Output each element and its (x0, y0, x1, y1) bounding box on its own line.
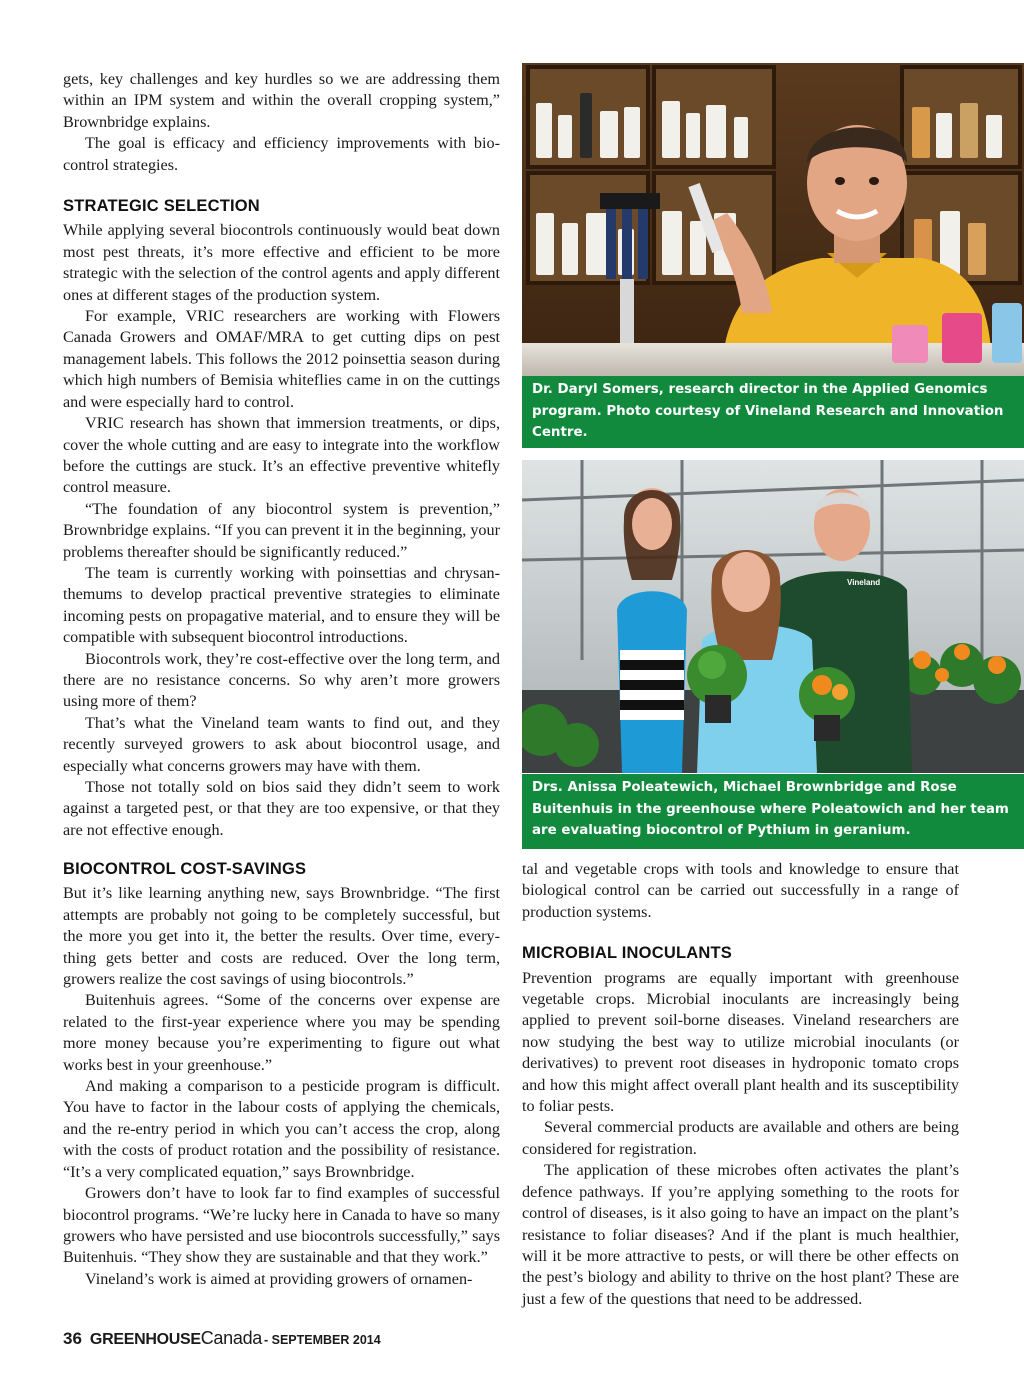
page-footer (63, 1328, 381, 1352)
photo-lab-illustration (522, 63, 1024, 376)
section-heading-biocontrol-cost-savings: BIOCONTROL COST-SAVINGS (63, 860, 307, 878)
paragraph: Several commercial products are available and others are being considered for registration. (522, 1118, 959, 1158)
photo-greenhouse-researchers (522, 460, 1024, 773)
paragraph: The goal is efficacy and efficiency improvements with biocontrol strategies. (63, 134, 500, 174)
paragraph: For example, VRIC researchers are working with Flowers Canada Growers and OMAF/MRA to get cutting dips on pest management labels. This follows the 2012 poinsettia season during which high numbers of Bemisia whiteflies came in on the cuttings and were especially hard to control. (63, 307, 500, 411)
paragraph: “The foundation of any biocontrol system is prevention,” Brownbridge explains. “If you can prevent it in the beginning, your problems thereafter should be significantly reduced.” (63, 499, 500, 561)
section-heading-strategic-selection: STRATEGIC SELECTION (63, 197, 260, 216)
article-column-left-top (63, 69, 500, 841)
paragraph: But it’s like learning anything new, says Brownbridge. “The first attempts are probably not going to be completely successful, but the more you get into it, the better the results. Over time, everything gets better and costs are reduced. Over the long term, growers realize the cost savings of using biocontrols.” (63, 884, 500, 989)
page-number: 36 (63, 1329, 82, 1348)
paragraph: VRIC research has shown that immersion treatments, or dips, cover the whole cutting and are easy to integrate into the workflow before the cuttings are stuck. It’s an effective preventive whitefly control measure. (63, 414, 500, 497)
photo-greenhouse-illustration (522, 460, 1024, 773)
paragraph: tal and vegetable crops with tools and knowledge to ensure that biological control can be carried out successfully in a range of production systems. (522, 860, 959, 921)
shirt-logo-text: Vineland (847, 578, 881, 587)
photo-caption-greenhouse: Drs. Anissa Poleatewich, Michael Brownbridge and Rose Buitenhuis in the greenhouse where Poleatowich and her team are evaluating biocontrol of Pythium in geranium. (522, 774, 1024, 849)
paragraph: Vineland’s work is aimed at providing growers of ornamen- (85, 1269, 473, 1288)
paragraph: The team is currently working with poinsettias and chrysanthemums to develop practical preventive strategies to eliminate incoming pests on propagative material, and to ensure they will be compatible with subsequent biocontrol introductions. (63, 563, 500, 647)
section-heading-microbial-inoculants: MICROBIAL INOCULANTS (522, 944, 732, 963)
magazine-brand-light: Canada (200, 1328, 262, 1348)
paragraph: The application of these microbes often activates the plant’s defence pathways. If you’re applying something to the roots for control of diseases, is it also going to have an impact on the plant’s resistance to foliar diseases? And if the plant is much healthier, will it be more attractive to pests, or will there be other effects on the pest’s biology and ability to thrive on the host plant? These are just a few of the questions that need to be addressed. (522, 1161, 959, 1308)
photo-caption-somers: Dr. Daryl Somers, research director in the Applied Genomics program. Photo courtesy of Vineland Research and Innovation Centre. (522, 376, 1024, 448)
paragraph: Prevention programs are equally important with greenhouse vegetable crops. Microbial inoculants are increasingly being applied to prevent soil-borne diseases. Vineland researchers are now studying the best way to utilize microbial inoculants (or derivatives) to prevent root diseases in hydroponic tomato crops and how this might affect overall plant health and its susceptibility to foliar pests. (522, 968, 959, 1116)
article-column-right-bottom (522, 859, 959, 1310)
paragraph: Those not totally sold on bios said they didn’t seem to work against a targeted pest, or that they are too expensive, or that they are not effective enough. (63, 778, 500, 839)
article-column-left-bottom (63, 839, 500, 1290)
paragraph: Biocontrols work, they’re cost-effective over the long term, and there are no resistance concerns. So why aren’t more growers using more of them? (63, 649, 500, 711)
paragraph: While applying several biocontrols continuously would beat down most pest threats, it’s more effective and efficient to be more strategic with the selection of the control agents and apply different ones at different stages of the production system. (63, 221, 500, 304)
paragraph: And making a comparison to a pesticide program is difficult. You have to factor in the labour costs of applying the chemicals, and the re-entry period in which you can’t access the crop, along with the costs of product rotation and the possibility of resistance. “It’s a very complicated equation,” says Brownbridge. (63, 1077, 500, 1181)
paragraph: Buitenhuis agrees. “Some of the concerns over expense are related to the first-year experience where you may be spending more money because you’re experimenting to figure out what works best in your greenhouse.” (63, 991, 500, 1074)
issue-date: - SEPTEMBER 2014 (264, 1333, 381, 1347)
magazine-brand-bold: GREENHOUSE (89, 1331, 201, 1348)
paragraph: That’s what the Vineland team wants to find out, and they recently surveyed growers to ask about biocontrol usage, and especially what concerns growers may have with them. (63, 713, 500, 775)
paragraph: Growers don’t have to look far to find examples of successful biocontrol programs. “We’re lucky here in Canada to have so many growers who have persisted and use biocontrols successfully,” says Buitenhuis. “They show they are sustainable and that they work.” (63, 1184, 500, 1267)
photo-lab-researcher (522, 63, 1024, 376)
paragraph: gets, key challenges and key hurdles so we are addressing them within an IPM system and within the overall cropping system,” Brownbridge explains. (63, 70, 500, 131)
